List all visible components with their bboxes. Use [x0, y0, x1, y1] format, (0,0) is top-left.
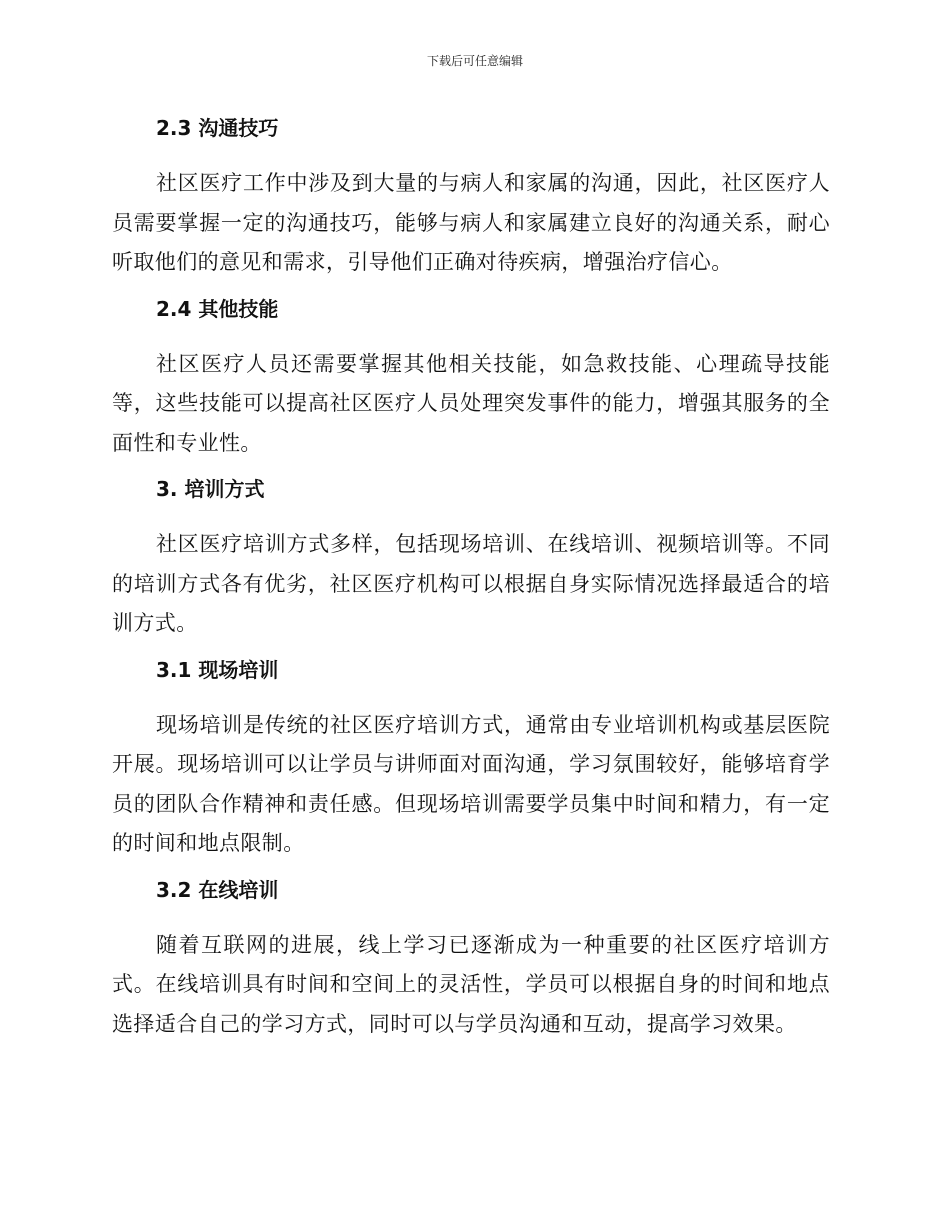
section-heading-3: 3. 培训方式	[156, 477, 265, 501]
section-paragraph-3: 社区医疗培训方式多样，包括现场培训、在线培训、视频培训等。不同的培训方式各有优劣，社区医疗机构可以根据自身实际情况选择最适合的培训方式。	[112, 532, 830, 635]
section-paragraph-3-1: 现场培训是传统的社区医疗培训方式，通常由专业培训机构或基层医院开展。现场培训可以让学员与讲师面对面沟通，学习氛围较好，能够培育学员的团队合作精神和责任感。但现场培训需要学员集中时间和精力，有一定的时间和地点限制。	[112, 712, 830, 855]
section-paragraph-3-2: 随着互联网的进展，线上学习已逐渐成为一种重要的社区医疗培训方式。在线培训具有时间和空间上的灵活性，学员可以根据自身的时间和地点选择适合自己的学习方式，同时可以与学员沟通和互动，提高学习效果。	[112, 932, 830, 1036]
section-paragraph-2-4: 社区医疗人员还需要掌握其他相关技能，如急救技能、心理疏导技能等，这些技能可以提高社区医疗人员处理突发事件的能力，增强其服务的全面性和专业性。	[112, 351, 830, 455]
page-header: 下载后可任意编辑	[426, 54, 523, 68]
section-paragraph-2-3: 社区医疗工作中涉及到大量的与病人和家属的沟通，因此，社区医疗人员需要掌握一定的沟通技巧，能够与病人和家属建立良好的沟通关系，耐心听取他们的意见和需求，引导他们正确对待疾病，增强治疗信心。	[112, 171, 830, 274]
document-body	[112, 114, 830, 1044]
section-heading-2-4: 2.4 其他技能	[156, 296, 279, 321]
section-heading-3-2: 3.2 在线培训	[156, 877, 279, 902]
section-heading-3-1: 3.1 现场培训	[156, 657, 279, 682]
section-heading-2-3: 2.3 沟通技巧	[156, 116, 279, 140]
